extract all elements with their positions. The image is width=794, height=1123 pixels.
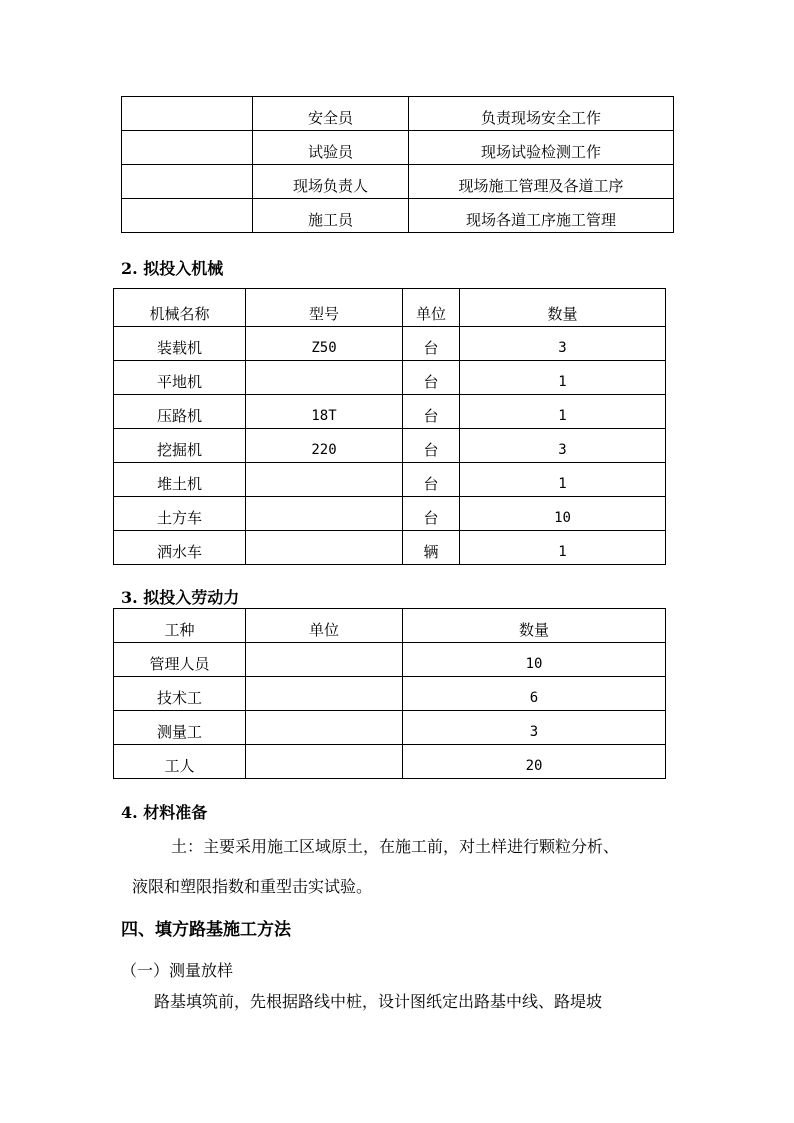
- table-row: [114, 643, 666, 677]
- machine-unit: 台: [403, 361, 460, 395]
- table-row: [122, 97, 674, 131]
- table-cell: 现场施工管理及各道工序: [409, 165, 674, 199]
- machine-model: [246, 361, 403, 395]
- materials-paragraph-line-2: 液限和塑限指数和重型击实试验。: [132, 877, 373, 896]
- materials-heading: 4. 材料准备: [121, 803, 208, 822]
- machine-unit: 台: [403, 327, 460, 361]
- machine-name: 平地机: [114, 361, 246, 395]
- labor-unit: [246, 677, 403, 711]
- machine-qty: 1: [460, 361, 666, 395]
- labor-table: [113, 608, 666, 779]
- table-row: [114, 463, 666, 497]
- labor-unit: [246, 745, 403, 779]
- machine-model: [246, 497, 403, 531]
- table-row: [114, 395, 666, 429]
- machine-model: [246, 463, 403, 497]
- labor-type: 测量工: [114, 711, 246, 745]
- machine-name: 压路机: [114, 395, 246, 429]
- table-cell: 负责现场安全工作: [409, 97, 674, 131]
- machine-name: 装载机: [114, 327, 246, 361]
- machine-unit: 台: [403, 429, 460, 463]
- machine-qty: 1: [460, 395, 666, 429]
- machine-name: 挖掘机: [114, 429, 246, 463]
- machine-model: 18T: [246, 395, 403, 429]
- machine-name: 洒水车: [114, 531, 246, 565]
- labor-heading: 3. 拟投入劳动力: [121, 588, 240, 607]
- column-header: 型号: [246, 289, 403, 327]
- labor-unit: [246, 643, 403, 677]
- table-row: [114, 497, 666, 531]
- column-header: 数量: [403, 609, 666, 643]
- table-cell: [122, 131, 253, 165]
- column-header: 数量: [460, 289, 666, 327]
- table-row: [114, 745, 666, 779]
- machine-qty: 3: [460, 429, 666, 463]
- table-row: [114, 531, 666, 565]
- table-row: [114, 327, 666, 361]
- machine-unit: 台: [403, 463, 460, 497]
- table-cell: [122, 199, 253, 233]
- machine-model: 220: [246, 429, 403, 463]
- machine-unit: 辆: [403, 531, 460, 565]
- machine-qty: 1: [460, 531, 666, 565]
- table-row: [122, 165, 674, 199]
- labor-qty: 6: [403, 677, 666, 711]
- table-row: [122, 131, 674, 165]
- table-cell: 安全员: [253, 97, 409, 131]
- table-cell: 现场各道工序施工管理: [409, 199, 674, 233]
- table-cell: 试验员: [253, 131, 409, 165]
- labor-unit: [246, 711, 403, 745]
- materials-paragraph-line-1: 土：主要采用施工区域原土，在施工前，对土样进行颗粒分析、: [171, 837, 620, 856]
- table-cell: 现场负责人: [253, 165, 409, 199]
- table-cell: 现场试验检测工作: [409, 131, 674, 165]
- machine-qty: 1: [460, 463, 666, 497]
- machine-name: 土方车: [114, 497, 246, 531]
- machine-model: Z50: [246, 327, 403, 361]
- machinery-table: [113, 288, 666, 565]
- table-header-row: [114, 289, 666, 327]
- table-row: [122, 199, 674, 233]
- labor-type: 管理人员: [114, 643, 246, 677]
- labor-qty: 20: [403, 745, 666, 779]
- machine-model: [246, 531, 403, 565]
- column-header: 单位: [246, 609, 403, 643]
- labor-qty: 3: [403, 711, 666, 745]
- table-header-row: [114, 609, 666, 643]
- machinery-heading: 2. 拟投入机械: [121, 259, 224, 278]
- column-header: 单位: [403, 289, 460, 327]
- labor-type: 技术工: [114, 677, 246, 711]
- subsection-heading: （一）测量放样: [121, 961, 234, 980]
- labor-qty: 10: [403, 643, 666, 677]
- table-row: [114, 677, 666, 711]
- machine-unit: 台: [403, 497, 460, 531]
- table-row: [114, 711, 666, 745]
- column-header: 工种: [114, 609, 246, 643]
- column-header: 机械名称: [114, 289, 246, 327]
- table-row: [114, 429, 666, 463]
- staff-table: [121, 96, 674, 233]
- labor-type: 工人: [114, 745, 246, 779]
- table-cell: 施工员: [253, 199, 409, 233]
- machine-qty: 10: [460, 497, 666, 531]
- table-cell: [122, 97, 253, 131]
- table-row: [114, 361, 666, 395]
- machine-unit: 台: [403, 395, 460, 429]
- section-paragraph-line-1: 路基填筑前，先根据路线中桩，设计图纸定出路基中线、路堤坡: [154, 992, 603, 1011]
- table-cell: [122, 165, 253, 199]
- machine-qty: 3: [460, 327, 666, 361]
- machine-name: 堆土机: [114, 463, 246, 497]
- section-heading: 四、填方路基施工方法: [121, 920, 291, 940]
